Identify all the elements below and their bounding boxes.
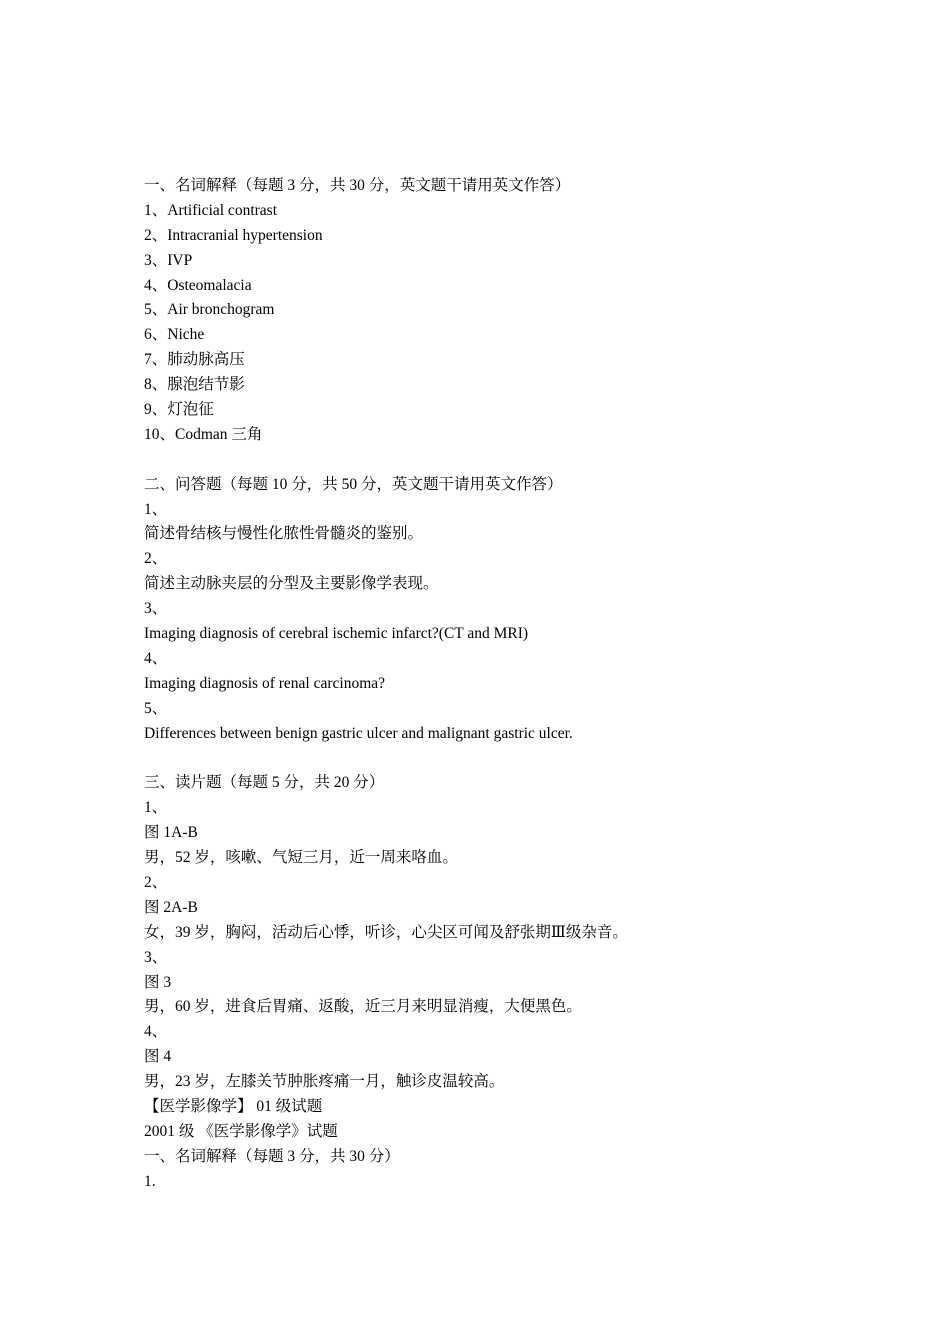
spacer [144,746,844,771]
case-figure: 图 3 [144,973,172,991]
question-text: Differences between benign gastric ulcer and malignant gastric ulcer. [144,724,573,742]
section3-heading: 三、读片题（每题 5 分，共 20 分） [144,774,385,792]
appendix-title: 【医学影像学】 01 级试题 [144,1097,323,1115]
case-figure: 图 2A-B [144,898,198,916]
section2-heading: 二、问答题（每题 10 分，共 50 分，英文题干请用英文作答） [144,475,563,493]
term-item: 5、Air bronchogram [144,301,275,319]
section1-heading: 一、名词解释（每题 3 分，共 30 分，英文题干请用英文作答） [144,177,571,194]
term-item: 1、Artificial contrast [144,201,277,219]
spacer [144,448,844,473]
question-text: 简述主动脉夹层的分型及主要影像学表现。 [144,575,439,593]
case-description: 男，60 岁，进食后胃痛、返酸，近三月来明显消瘦，大便黑色。 [144,998,582,1016]
case-number: 2、 [144,873,168,891]
case-number: 4、 [144,1023,168,1041]
term-item: 2、Intracranial hypertension [144,226,323,244]
appendix-heading: 一、名词解释（每题 3 分，共 30 分） [144,1147,400,1165]
term-item: 9、灯泡征 [144,401,214,419]
question-text: Imaging diagnosis of cerebral ischemic infarct?(CT and MRI) [144,625,529,643]
appendix-subtitle: 2001 级 《医学影像学》试题 [144,1122,338,1140]
appendix-first-item: 1. [144,1172,156,1190]
case-figure: 图 4 [144,1048,172,1066]
case-number: 1、 [144,799,168,817]
term-item: 6、Niche [144,326,205,344]
question-number: 3、 [144,600,168,618]
case-number: 3、 [144,948,168,966]
term-item: 8、腺泡结节影 [144,376,245,394]
question-text: Imaging diagnosis of renal carcinoma? [144,674,386,692]
question-number: 2、 [144,550,168,568]
term-item: 10、Codman 三角 [144,425,263,443]
question-text: 简述骨结核与慢性化脓性骨髓炎的鉴别。 [144,525,424,543]
question-number: 4、 [144,649,168,667]
exam-document [144,174,844,1195]
question-number: 5、 [144,699,168,717]
question-number: 1、 [144,500,168,518]
case-description: 男，52 岁，咳嗽、气短三月，近一周来咯血。 [144,849,458,867]
case-description: 女，39 岁，胸闷，活动后心悸，听诊，心尖区可闻及舒张期Ⅲ级杂音。 [144,923,628,941]
term-item: 7、肺动脉高压 [144,351,245,369]
term-item: 3、IVP [144,251,193,269]
term-item: 4、Osteomalacia [144,276,252,294]
case-figure: 图 1A-B [144,824,198,842]
case-description: 男，23 岁，左膝关节肿胀疼痛一月，触诊皮温较高。 [144,1073,505,1091]
